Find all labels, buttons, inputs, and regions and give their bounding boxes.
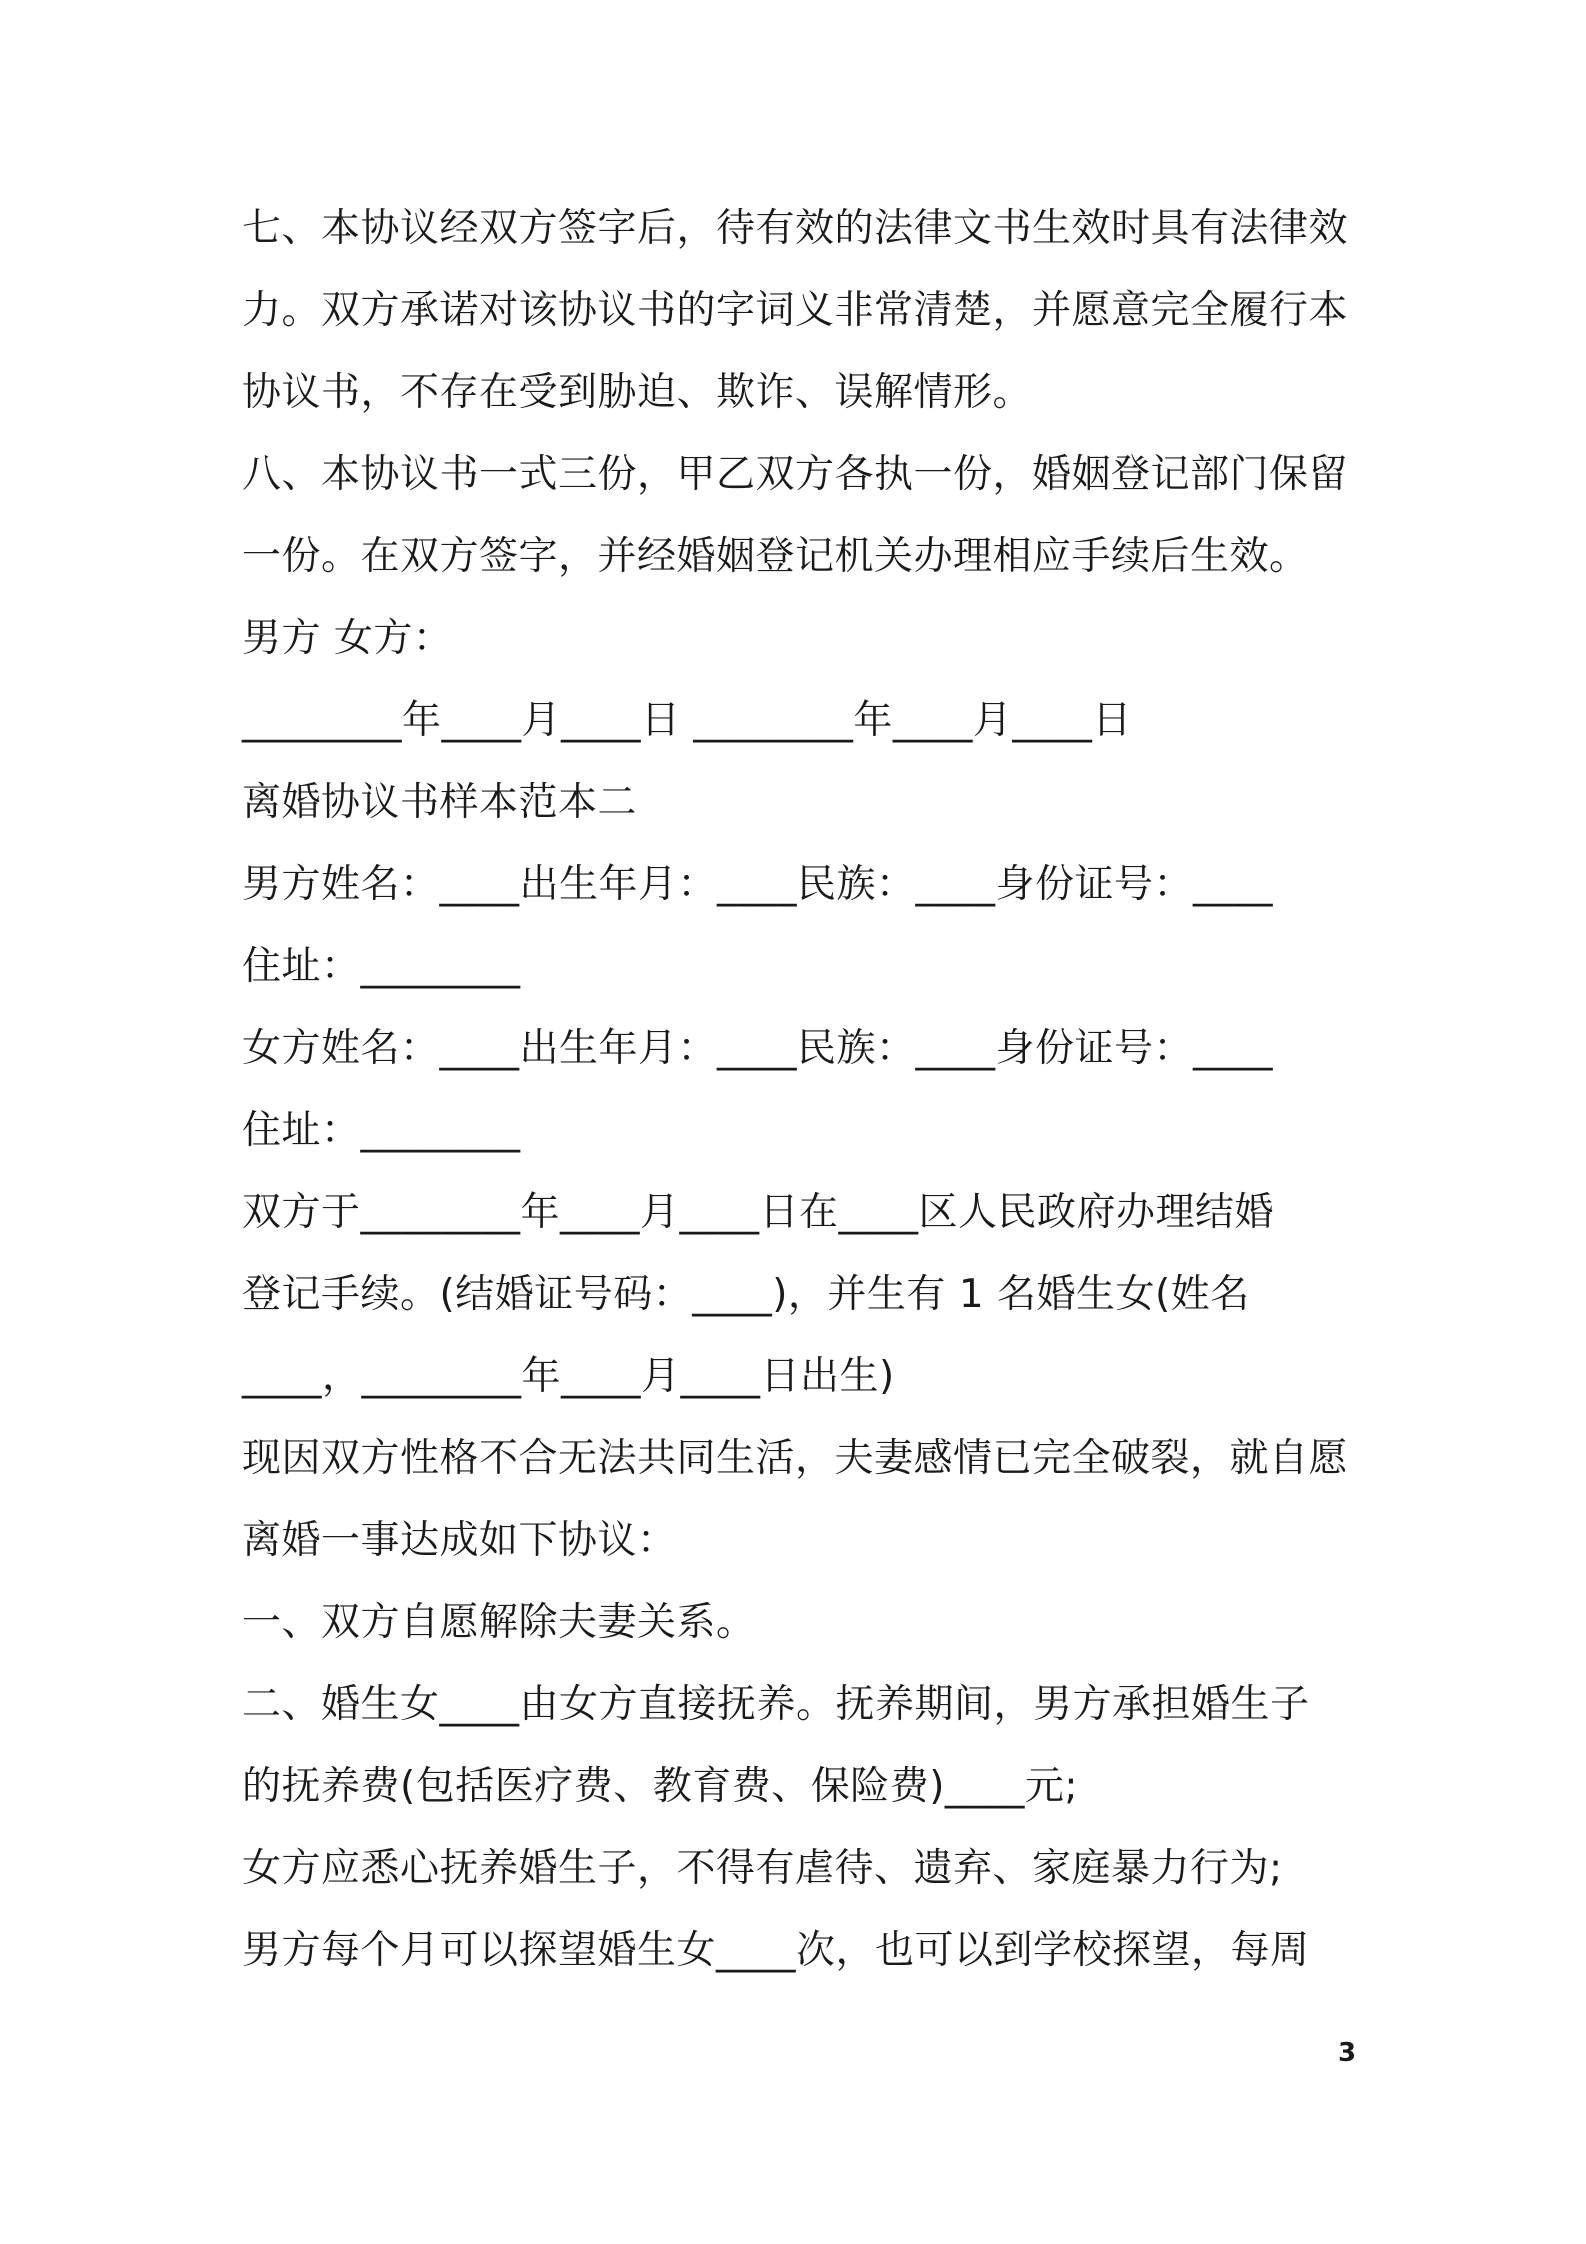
marriage-registration-line-3: ____，________年____月____日出生) [242,1354,895,1399]
female-address-line: 住址：________ [242,1108,521,1153]
clause-seven-line-2: 力。双方承诺对该协议书的字词义非常清楚，并愿意完全履行本 [242,288,1349,333]
clause-two-line-1: 二、婚生女____由女方直接抚养。抚养期间，男方承担婚生子 [242,1682,1310,1727]
clause-two-line-2: 的抚养费(包括医疗费、教育费、保险费)____元; [242,1764,1079,1809]
marriage-registration-line-2: 登记手续。(结婚证号码：____)，并生有 1 名婚生女(姓名 [242,1272,1250,1317]
signature-labels: 男方 女方： [242,616,453,661]
clause-seven-line-3: 协议书，不存在受到胁迫、欺诈、误解情形。 [242,370,1033,415]
signature-dates: ________年____月____日 ________年____月____日 [242,698,1132,743]
clause-two-line-3: 女方应悉心抚养婚生子，不得有虐待、遗弃、家庭暴力行为; [242,1846,1283,1891]
clause-two-line-4: 男方每个月可以探望婚生女____次，也可以到学校探望，每周 [242,1928,1310,1973]
document-body [242,188,1362,1992]
clause-seven-line-1: 七、本协议经双方签字后，待有效的法律文书生效时具有法律效 [242,206,1349,251]
male-info-line: 男方姓名：____出生年月：____民族：____身份证号：____ [242,862,1274,907]
clause-eight-line-2: 一份。在双方签字，并经婚姻登记机关办理相应手续后生效。 [242,534,1309,579]
page-number: 3 [1338,2038,1357,2068]
female-info-line: 女方姓名：____出生年月：____民族：____身份证号：____ [242,1026,1274,1071]
clause-one-line: 一、双方自愿解除夫妻关系。 [242,1600,756,1645]
marriage-registration-line-1: 双方于________年____月____日在____区人民政府办理结婚 [242,1190,1275,1235]
preamble-line-1: 现因双方性格不合无法共同生活，夫妻感情已完全破裂，就自愿 [242,1436,1349,1481]
male-address-line: 住址：________ [242,944,521,989]
section-title: 离婚协议书样本范本二 [242,780,638,825]
clause-eight-line-1: 八、本协议书一式三份，甲乙双方各执一份，婚姻登记部门保留 [242,452,1349,497]
preamble-line-2: 离婚一事达成如下协议： [242,1518,677,1563]
